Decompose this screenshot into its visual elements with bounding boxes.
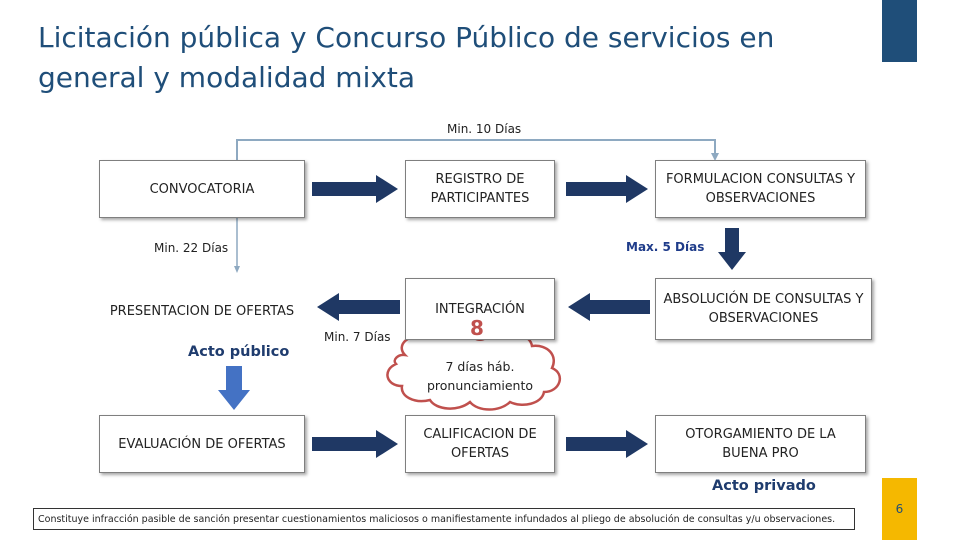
footnote-sancion: Constituye infracción pasible de sanción presentar cuestionamientos maliciosos o manifiestamente infundados al pliego de absolución de consultas y/u observaciones. [33,508,855,530]
arrow-presentacion-to-evaluacion [218,366,250,410]
min10-connector [237,140,719,161]
box-presentacion-ofertas: PRESENTACION DE OFERTAS [99,278,305,340]
arrow-registro-to-formulacion [566,175,648,203]
box-calificacion-ofertas: CALIFICACION DE OFERTAS [405,415,555,473]
label-min-7-dias: Min. 7 Días [324,330,391,344]
arrow-convocatoria-to-registro [312,175,398,203]
cloud-numeral: 8 [470,316,484,340]
page-title: Licitación pública y Concurso Público de servicios en general y modalidad mixta [38,21,775,94]
label-acto-privado: Acto privado [712,478,816,494]
box-otorgamiento-buena-pro: OTORGAMIENTO DE LA BUENA PRO [655,415,866,473]
arrow-calificacion-to-otorgamiento [566,430,648,458]
arrow-absolucion-to-integracion [568,293,650,321]
box-evaluacion-ofertas: EVALUACIÓN DE OFERTAS [99,415,305,473]
arrow-integracion-to-presentacion [317,293,400,321]
label-max-5-dias: Max. 5 Días [626,240,705,254]
box-absolucion-consultas: ABSOLUCIÓN DE CONSULTAS Y OBSERVACIONES [655,278,872,340]
box-registro-participantes: REGISTRO DE PARTICIPANTES [405,160,555,218]
arrow-formulacion-to-absolucion [718,228,746,270]
label-min-22-dias: Min. 22 Días [154,241,229,255]
box-integracion: INTEGRACIÓN [405,278,555,340]
label-min-10-dias: Min. 10 Días [447,122,522,136]
arrow-evaluacion-to-calificacion [312,430,398,458]
label-acto-publico: Acto público [188,344,290,360]
box-formulacion-consultas: FORMULACION CONSULTAS Y OBSERVACIONES [655,160,866,218]
cloud-pronunciamiento-text: 7 días háb. pronunciamiento [426,359,534,393]
box-convocatoria: CONVOCATORIA [99,160,305,218]
min22-connector [234,218,240,273]
page-number: 6 [882,478,917,540]
